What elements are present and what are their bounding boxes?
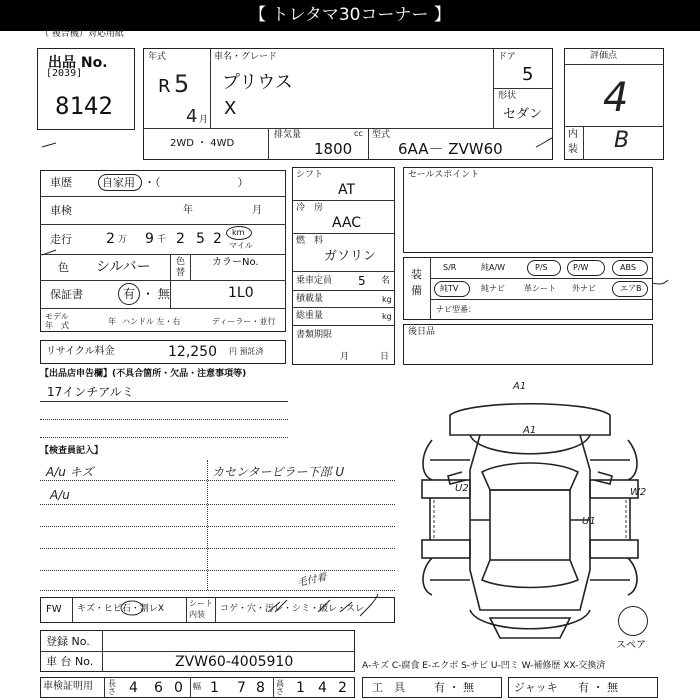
dim-length-d2: 6 [154,680,163,696]
lot-number: 8142 [55,92,113,120]
fuel-value: ガソリン [324,249,377,264]
history-other: ・（ ） [144,176,249,189]
equip-aw: 純A/W [481,263,506,272]
expiry-label: 書類期限 [296,330,333,340]
fuel-label: 燃 料 [296,236,324,246]
displacement-label: 排気量 [274,130,302,140]
seat-label-1: シート [189,599,213,608]
inspection-label: 車検 [50,204,72,217]
body-shape-label: 形状 [498,91,517,101]
model-year-label: 年式 [148,52,167,62]
interior-label-2: 装 [568,144,578,155]
model-code-label: 型式 [372,130,391,140]
history-label: 車歴 [50,176,72,189]
equipment-label-2: 備 [411,284,422,297]
color-change-2: 替 [176,268,186,278]
load-label: 積載量 [296,294,324,304]
page-title: 【 トレタマ30コーナー 】 [249,5,451,25]
car-name-label: 車名・グレード [214,52,278,62]
equip-nav-model: ナビ型番： [436,305,476,314]
inspection-year: 年 [183,205,193,216]
inspector-line2-left: A/u [50,488,70,502]
model-month-value: 4 [186,106,198,127]
chassis-value: ZVW60-4005910 [175,654,294,670]
mileage-unit-km: km [232,228,245,237]
equip-tv: 純TV [440,284,459,293]
warranty-label: 保証書 [50,288,83,301]
lot-label: 出品 No. [48,55,108,71]
dim-length-d3: 0 [174,680,183,696]
car-name-value: プリウス [222,72,293,93]
equip-sr: S/R [443,263,457,272]
color-value: シルバー [96,259,151,275]
color-label: 色 [58,261,69,274]
lot-code: [2039] [46,68,83,79]
color-change-1: 色 [176,257,186,267]
model-year-value: 5 [174,70,190,98]
mileage-man: 2 [106,231,115,247]
equip-nav: 純ナビ [481,284,505,293]
recycle-value: 12,250 [168,344,217,360]
interior-label-1: 内 [568,129,578,140]
weight-label: 総重量 [296,311,324,321]
equip-airbag: エアB [620,284,642,293]
warranty-no: ・ 無 [142,287,170,301]
fw-label: FW [46,604,62,615]
model-year-row-label-1: モデル [45,312,69,321]
reg-label: 登録 No. [46,635,90,648]
warranty-yes: 有 [123,287,136,301]
after-date-label: 後日品 [408,327,436,337]
mark-w2: W2 [630,487,647,498]
chassis-label: 車 台 No. [46,655,94,668]
mileage-man-unit: 万 [118,235,128,245]
expiry-day: 日 [380,352,390,362]
dim-length-d1: 4 [129,680,138,696]
equip-pw: P/W [573,263,589,272]
dim-length-label: 長さ [108,679,116,696]
fw-text: キズ・ヒビ石・割レX [77,604,164,614]
seat-label-2: 内装 [189,610,205,619]
dim-width-d1: 1 [210,680,219,696]
mark-a1-windshield: A1 [523,425,537,436]
dim-height-d2: 4 [318,680,327,696]
grade-score: 4 [603,75,629,121]
tools-label: 工 具 [372,681,405,694]
equip-ext-nav: 外ナビ [572,284,596,293]
interior-score: B [614,128,630,153]
capacity-value: 5 [358,274,366,288]
equip-leather: 革シート [524,284,556,293]
jack-value: 有 ・ 無 [578,681,618,694]
mileage-sen: 9 [145,231,154,247]
mileage-hyaku: 2 [176,231,185,247]
doors-label: ドア [498,52,516,62]
model-year-row-handle: ハンドル 左・右 [122,317,181,326]
mileage-unit-mile: マイル [229,241,253,250]
cert-label: 車検証明用 [43,681,93,692]
spare-tire-icon [618,606,648,636]
dim-width-label: 幅 [193,682,201,691]
mark-u1: U1 [582,516,596,527]
aircon-value: AAC [332,215,362,231]
dim-height-d3: 2 [338,680,347,696]
mileage-ju: 5 [196,231,205,247]
shift-value: AT [338,182,356,198]
spare-label: スペア [616,640,646,651]
model-year-row-label-2: 年 式 [45,321,69,330]
mileage-sen-unit: 千 [157,235,167,245]
recycle-unit: 円 預託済 [229,347,264,356]
color-no-label: カラーNo. [212,257,259,268]
sales-point-label: セールスポイント [408,170,480,180]
declaration-text: 17インチアルミ [47,385,134,399]
mark-u2: U2 [455,483,469,494]
model-year-row-dealer: ディーラー・並行 [212,317,276,326]
capacity-unit: 名 [381,276,391,286]
paper-note: （ 複合機）対応用紙 [40,29,124,39]
doors-value: 5 [522,64,534,85]
expiry-month: 月 [340,352,350,362]
model-year-era: R [158,76,171,97]
capacity-label: 乗車定員 [296,276,333,286]
mileage-label: 走行 [50,233,72,246]
drive-type: 2WD ・ 4WD [170,138,235,149]
mark-a1-top: A1 [513,381,527,392]
model-code-value: 6AA－ ZVW60 [398,140,503,158]
recycle-label: リサイクル料金 [46,346,115,357]
load-unit: kg [382,295,392,304]
displacement-unit: cc [354,129,363,138]
car-damage-diagram [410,380,650,650]
dim-height-d1: 1 [296,680,305,696]
weight-unit: kg [382,312,392,321]
dim-height-label: 高さ [276,679,284,696]
model-year-row-year: 年 [108,317,116,326]
grade-label: 評価点 [590,51,618,61]
mileage-ichi: 2 [213,231,222,247]
shift-label: シフト [296,170,324,180]
equipment-label-1: 装 [411,268,422,281]
dim-width-d2: 7 [237,680,246,696]
inspection-month: 月 [252,205,262,216]
color-no-value: 1L0 [228,285,254,301]
history-value: 自家用 [102,176,135,189]
seat-text: コゲ・穴・汚レ・シミ・破レ・スレ [220,604,365,614]
aircon-label: 冷 房 [296,203,324,213]
equip-abs: ABS [620,263,636,272]
displacement-value: 1800 [314,140,353,158]
inspector-label: 【検査員記入】 [40,446,104,456]
body-shape-value: セダン [503,107,543,122]
dim-width-d3: 8 [256,680,265,696]
floor-note: 毛付着 [296,572,328,590]
jack-label: ジャッキ [514,681,558,694]
equip-ps: P/S [535,263,548,272]
damage-legend: A-キズ C-腐食 E-エクボ S-サビ U-凹ミ W-補修歴 XX-交換済 [362,661,606,671]
tools-value: 有 ・ 無 [434,681,474,694]
model-month-unit: 月 [199,115,209,125]
declaration-label: 【出品店申告欄】(不具合箇所・欠品・注意事項等) [40,369,247,379]
inspector-line1-left: A/u キズ [46,465,94,479]
car-grade-value: X [224,98,237,119]
inspector-line1-right: カセンターピラー下部 U [212,465,345,479]
